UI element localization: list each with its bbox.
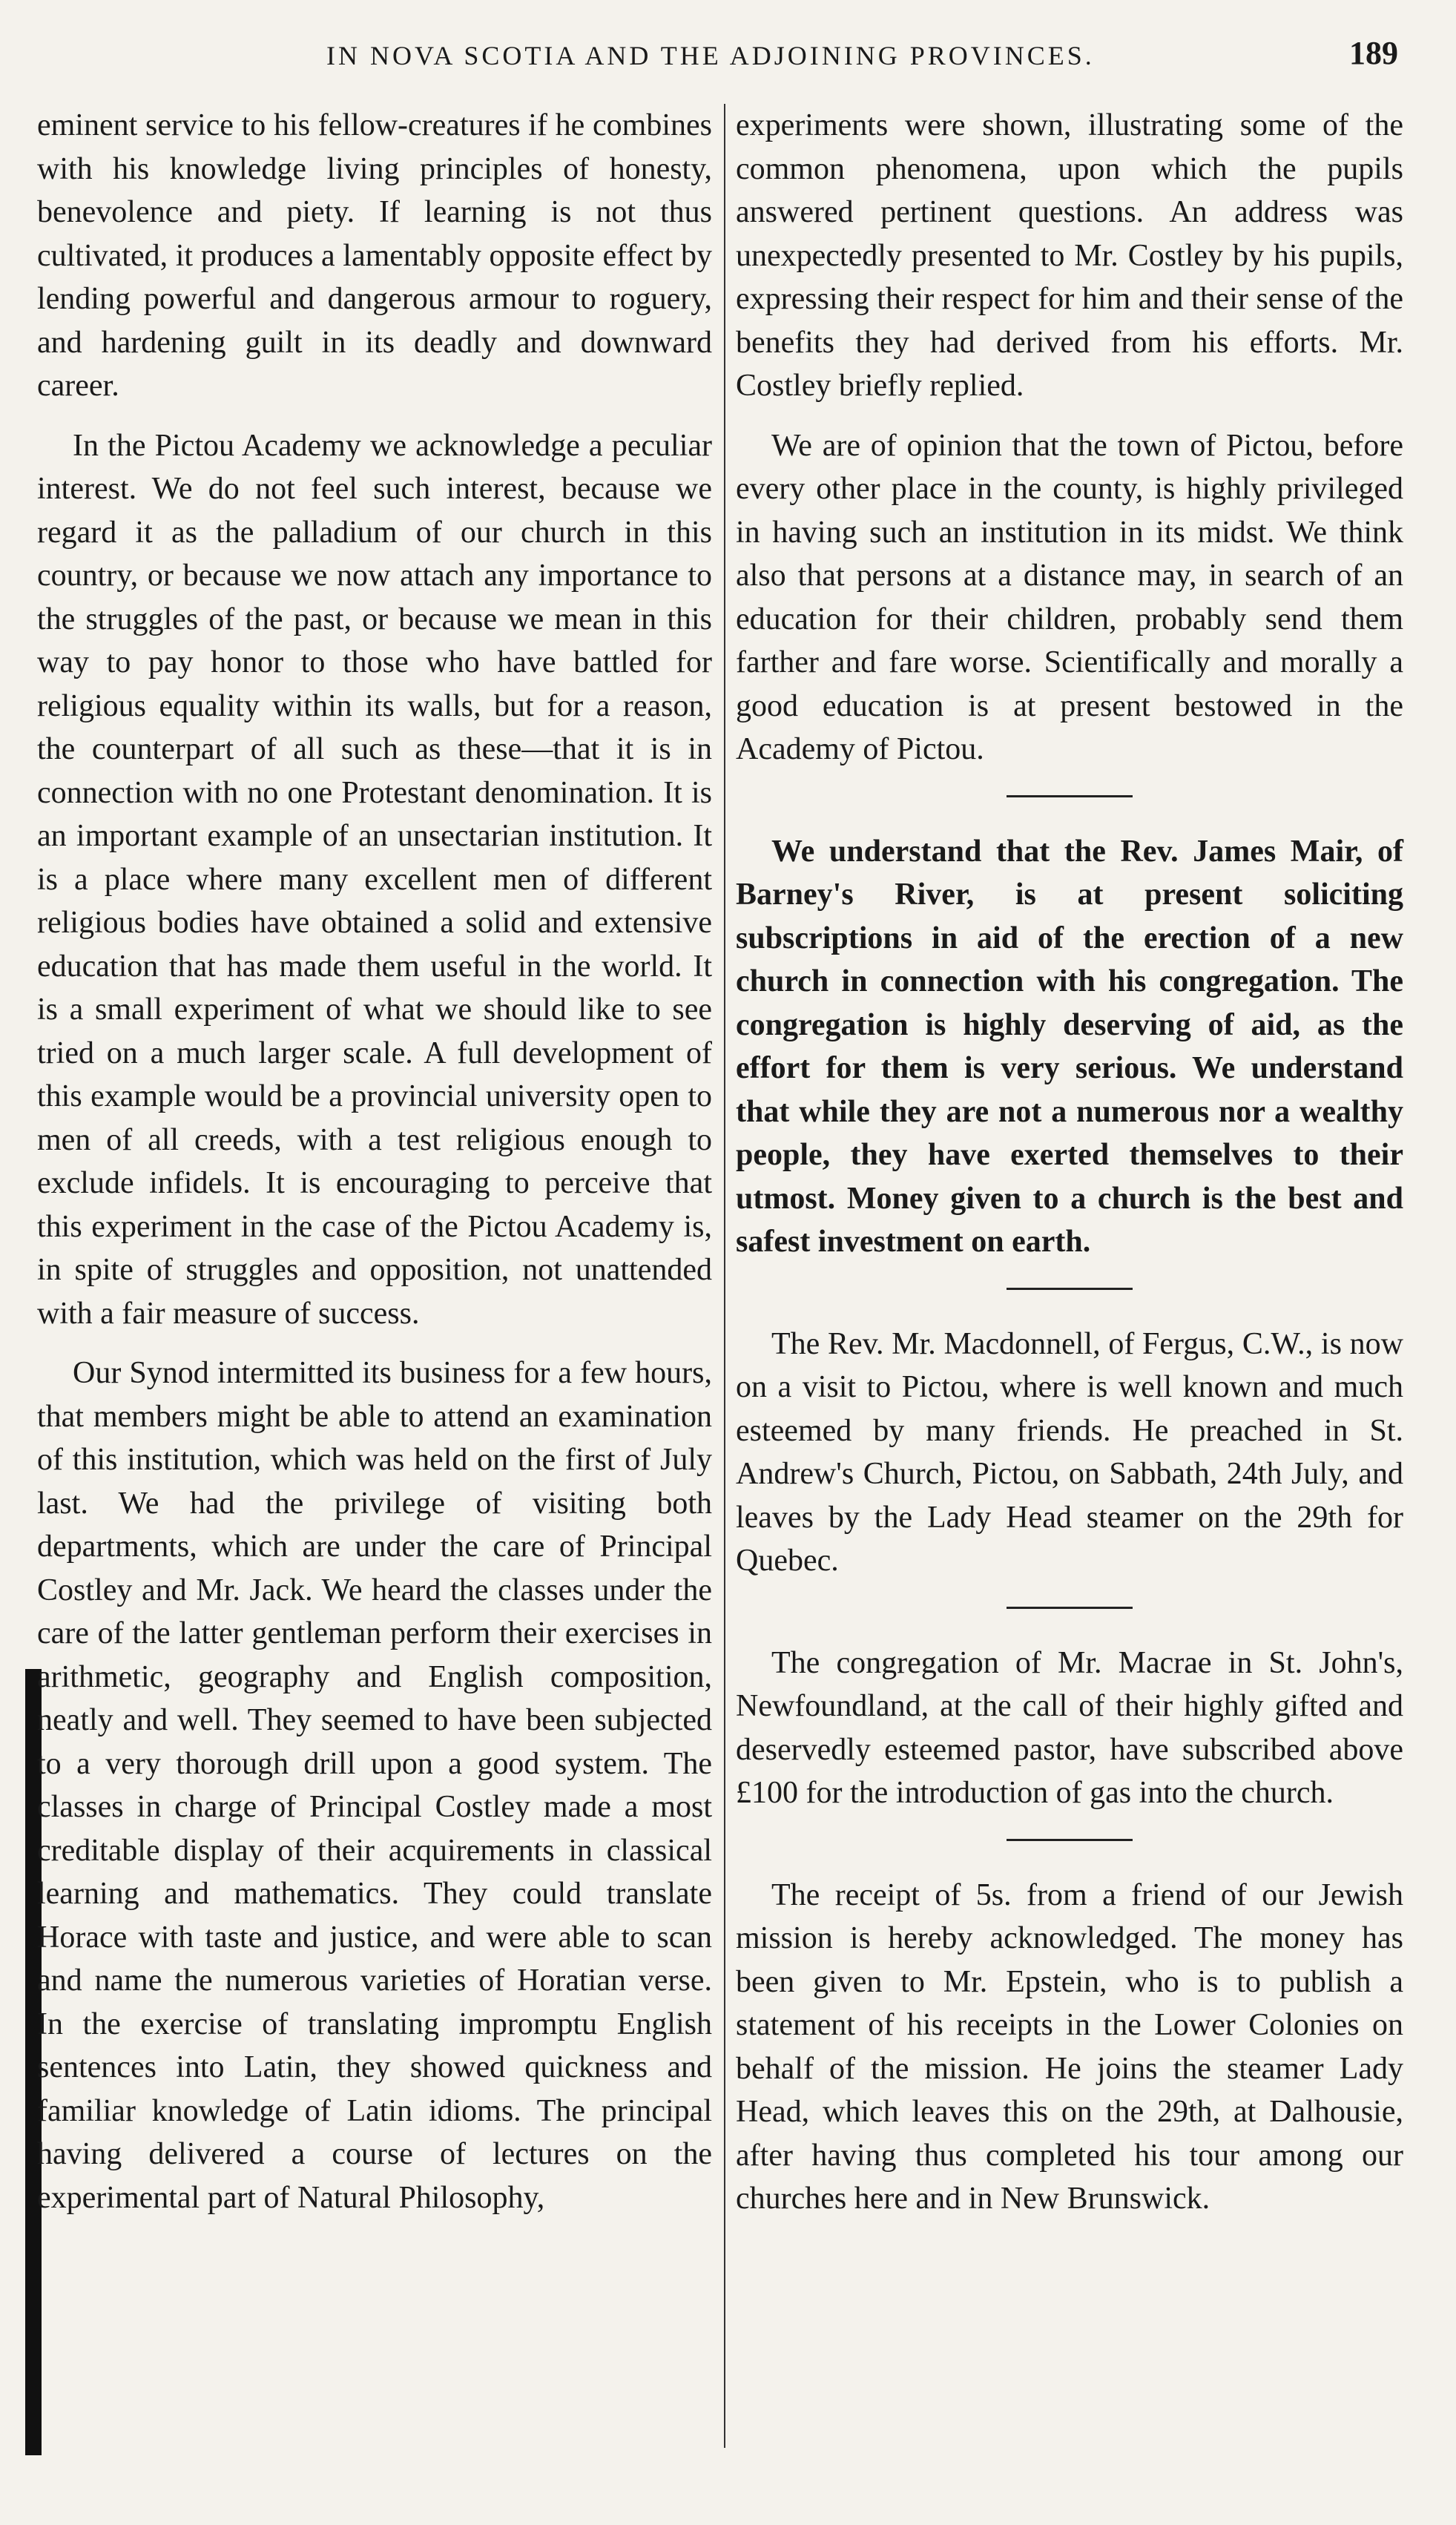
section-divider	[1007, 1839, 1133, 1841]
paragraph-experiments: experiments were shown, illustrating some of the common phenomena, upon which the pupils answered pertinent questions. An address was unexpectedly presented to Mr. Costley by his pupils, expressing their respect for him and their sense of the benefits they had derived from his efforts. Mr. Costley briefly replied.	[736, 108, 1403, 403]
section-divider	[1007, 1288, 1133, 1290]
left-column	[37, 104, 712, 2236]
section-divider	[1007, 1607, 1133, 1609]
paragraph-rev-macdonnell: The Rev. Mr. Macdonnell, of Fergus, C.W., is now on a visit to Pictou, where is well known and much esteemed by many friends. He preached in St. Andrew's Church, Pictou, on Sabbath, 24th July, and leaves by the Lady Head steamer on the 29th for Quebec.	[736, 1326, 1403, 1578]
page-number: 189	[1349, 35, 1398, 71]
paragraph-synod-examination: Our Synod intermitted its business for a few hours, that members might be able to attend an examination of this institution, which was held on the first of July last. We had the privilege of visiting both departments, which are under the care of Principal Costley and Mr. Jack. We heard the classes under the care of the latter gentleman perform their exercises in arithmetic, geography and English composition, neatly and well. They seemed to have been subjected to a very thorough drill upon a good system. The classes in charge of Principal Costley made a most creditable display of their acquirements in classical learning and mathematics. They could translate Horace with taste and justice, and were able to scan and name the numerous varieties of Horatian verse. In the exercise of translating impromptu English sentences into Latin, they showed quickness and familiar knowledge of Latin idioms. The principal having delivered a course of lectures on the experimental part of Natural Philosophy,	[37, 1356, 712, 2215]
paragraph-pictou-academy: In the Pictou Academy we acknowledge a peculiar interest. We do not feel such interest, because we regard it as the palladium of our church in this country, or because we now attach any importance to the struggles of the past, or because we mean in this way to pay honor to those who have battled for religious equality within its walls, but for a reason, the counterpart of all such as these—that it is in connection with no one Protestant denomination. It is an important example of an unsectarian institution. It is a place where many excellent men of different religious bodies have obtained a solid and extensive education that has made them useful in the world. It is a small experiment of what we should like to see tried on a much larger scale. A full development of this example would be a provincial university open to men of all creeds, with a test religious enough to exclude infidels. It is encouraging to perceive that this experiment in the case of the Pictou Academy is, in spite of struggles and opposition, not unattended with a fair measure of success.	[37, 428, 712, 1331]
paragraph-jewish-mission: The receipt of 5s. from a friend of our Jewish mission is hereby acknowledged. The money has been given to Mr. Epstein, who is to publish a statement of his receipts in the Lower Colonies on behalf of the mission. He joins the steamer Lady Head, which leaves this on the 29th, at Dalhousie, after having thus completed his tour among our churches here and in New Brunswick.	[736, 1877, 1403, 2216]
page-header	[0, 34, 1456, 79]
paragraph-continuation: eminent service to his fellow-creatures if he combines with his knowledge living principles of honesty, benevolence and piety. If learning is not thus cultivated, it produces a lamentably opposite effect by lending powerful and dangerous armour to roguery, and hardening guilt in its deadly and downward career.	[37, 108, 712, 403]
section-divider	[1007, 795, 1133, 797]
running-title: IN NOVA SCOTIA AND THE ADJOINING PROVINCES.	[326, 41, 1095, 70]
right-column	[736, 104, 1403, 2237]
column-divider-rule	[724, 104, 725, 2448]
paragraph-town-of-pictou: We are of opinion that the town of Pictou, before every other place in the county, is highly privileged in having such an institution in its midst. We think also that persons at a distance may, in search of an education for their children, probably send them farther and fare worse. Scientifically and morally a good education is at present bestowed in the Academy of Pictou.	[736, 428, 1403, 766]
paragraph-congregation-macrae: The congregation of Mr. Macrae in St. John's, Newfoundland, at the call of their highly gifted and deservedly esteemed pastor, have subscribed above £100 for the introduction of gas into the church.	[736, 1645, 1403, 1810]
paragraph-rev-james-mair: We understand that the Rev. James Mair, of Barney's River, is at present soliciting subscriptions in aid of the erection of a new church in connection with his congregation. The congregation is highly deserving of aid, as the effort for them is very serious. We understand that while they are not a numerous nor a wealthy people, they have exerted themselves to their utmost. Money given to a church is the best and safest investment on earth.	[736, 834, 1403, 1259]
